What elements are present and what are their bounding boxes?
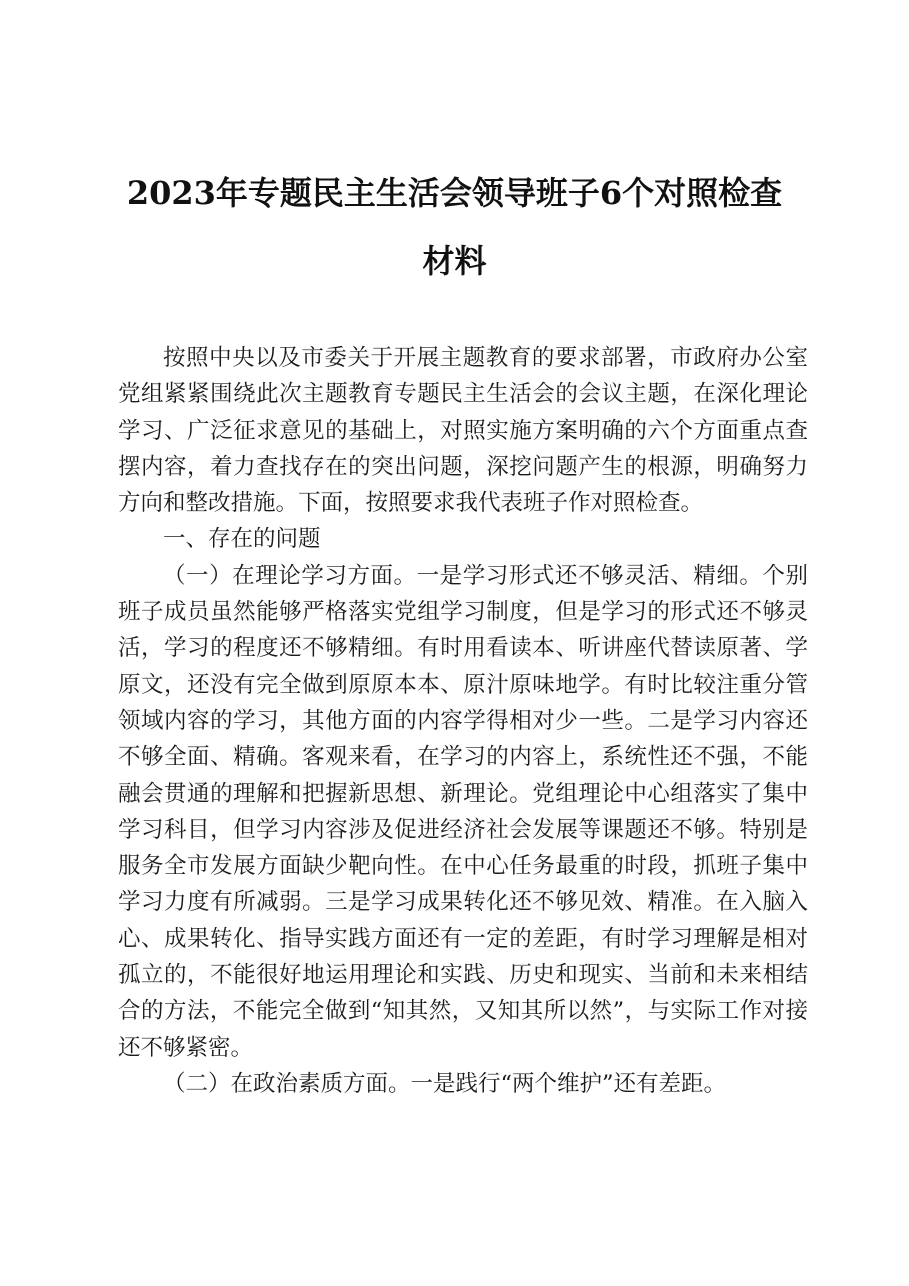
- document-title-line-2: 材料: [422, 242, 487, 280]
- paragraph-intro: 按照中央以及市委关于开展主题教育的要求部署，市政府办公室党组紧紧围绕此次主题教育专题民主生活会的会议主题，在深化理论学习、广泛征求意见的基础上，对照实施方案明确的六个方面重点查摆内容，着力查找存在的突出问题，深挖问题产生的根源，明确努力方向和整改措施。下面，按照要求我代表班子作对照检查。: [118, 345, 808, 517]
- paragraph-theory-study: （一）在理论学习方面。一是学习形式还不够灵活、精细。个别班子成员虽然能够严格落实党组学习制度，但是学习的形式还不够灵活，学习的程度还不够精细。有时用看读本、听讲座代替读原著、学原文，还没有完全做到原原本本、原汁原味地学。有时比较注重分管领域内容的学习，其他方面的内容学得相对少一些。二是学习内容还不够全面、精确。客观来看，在学习的内容上，系统性还不强，不能融会贯通的理解和把握新思想、新理论。党组理论中心组落实了集中学习科目，但学习内容涉及促进经济社会发展等课题还不够。特别是服务全市发展方面缺少靶向性。在中心任务最重的时段，抓班子集中学习力度有所减弱。三是学习成果转化还不够见效、精准。在入脑入心、成果转化、指导实践方面还有一定的差距，有时学习理解是相对孤立的，不能很好地运用理论和实践、历史和现实、当前和未来相结合的方法，不能完全做到“知其然，又知其所以然”，与实际工作对接还不够紧密。: [118, 562, 808, 1061]
- paragraph-political-quality: （二）在政治素质方面。一是践行“两个维护”还有差距。: [163, 1070, 727, 1097]
- section-heading-problems: 一、存在的问题: [163, 526, 321, 553]
- document-title-line-1: 2023年专题民主生活会领导班子6个对照检查: [126, 174, 783, 212]
- document-body: [118, 340, 808, 1102]
